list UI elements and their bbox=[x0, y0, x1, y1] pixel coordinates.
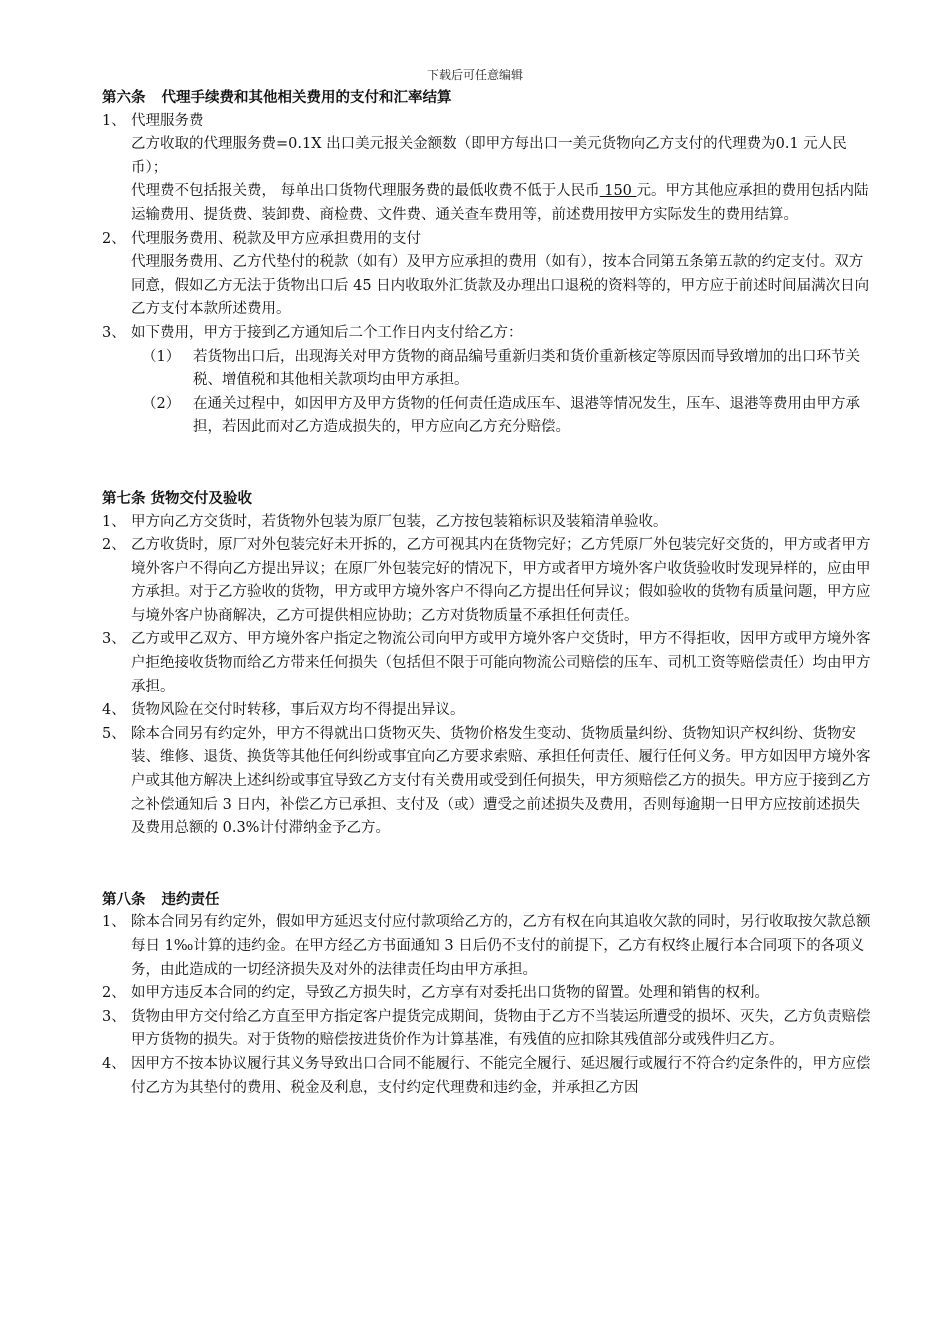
list-marker: 3、 bbox=[102, 324, 126, 341]
list-marker: 4、 bbox=[102, 1055, 126, 1072]
list-item-text: 代理服务费用、税款及甲方应承担费用的支付 bbox=[131, 230, 421, 247]
paragraph-text: 元。甲方其他应承担的费用包括内陆运输费用、提货费、装卸费、商检费、文件费、通关查车费用等，前述费用按甲方实际发生的费用结算。 bbox=[131, 183, 869, 223]
paragraph: 乙方收取的代理服务费=0.1X 出口美元报关金额数（即甲方每出口一美元货物向乙方支付的代理费为0.1 元人民币）； bbox=[131, 136, 847, 176]
list-item bbox=[102, 628, 872, 699]
list-item bbox=[102, 982, 872, 1006]
list-item-text: 除本合同另有约定外，假如甲方延迟支付应付款项给乙方的，乙方有权在向其追收欠款的同时，另行收取按欠款总额每日 1‰计算的违约金。在甲方经乙方书面通知 3 日后仍不支付的前提下，乙方有权终止履行本合同项下的各项义务，由此造成的一切经济损失及对外的法律责任均由甲方承担。 bbox=[131, 914, 871, 978]
list-item-text: 如下费用，甲方于接到乙方通知后二个工作日内支付给乙方： bbox=[131, 324, 523, 341]
list-marker: 2、 bbox=[102, 985, 126, 1002]
list-item-text: 除本合同另有约定外，甲方不得就出口货物灭失、货物价格发生变动、货物质量纠纷、货物知识产权纠纷、货物安装、维修、退货、换货等其他任何纠纷或事宜向乙方要求索赔、承担任何责任、履行任何义务。甲方如因甲方境外客户或其他方解决上述纠纷或事宜导致乙方支付有关费用或受到任何损失，甲方须赔偿乙方的损失。甲方应于接到乙方之补偿通知后 3 日内，补偿乙方已承担、支付及（或）遭受之前述损失及费用，否则每逾期一日甲方应按前述损失及费用总额的 0.3%计付滞纳金予乙方。 bbox=[131, 725, 871, 837]
list-item bbox=[102, 699, 872, 723]
article-title: 违约责任 bbox=[161, 890, 220, 908]
list-item bbox=[102, 511, 872, 535]
list-item bbox=[102, 322, 872, 346]
list-item-text: 乙方收货时，原厂对外包装完好未开拆的，乙方可视其内在货物完好；乙方凭原厂外包装完好交货的，甲方或者甲方境外客户不得向乙方提出异议；在原厂外包装完好的情况下，甲方或者甲方境外客户收货验收时发现异样的，应由甲方承担。对于乙方验收的货物，甲方或甲方境外客户不得向乙方提出任何异议；假如验收的货物有质量问题，甲方应与境外客户协商解决，乙方可提供相应协助；乙方对货物质量不承担任何责任。 bbox=[131, 537, 871, 624]
list-marker: 2、 bbox=[102, 230, 126, 247]
page-header-note: 下载后可任意编辑 bbox=[426, 68, 523, 82]
list-item bbox=[102, 1006, 872, 1053]
article-8-heading bbox=[102, 888, 872, 912]
list-marker: 5、 bbox=[102, 725, 126, 742]
list-item-text: 代理服务费 bbox=[131, 112, 204, 129]
article-number: 第六条 bbox=[102, 89, 146, 106]
section-gap bbox=[102, 841, 872, 888]
list-item bbox=[102, 110, 872, 134]
list-item-text: 因甲方不按本协议履行其义务导致出口合同不能履行、不能完全履行、延迟履行或履行不符合约定条件的，甲方应偿付乙方为其垫付的费用、税金及利息，支付约定代理费和违约金，并承担乙方因 bbox=[131, 1055, 871, 1096]
list-marker: 1、 bbox=[102, 513, 126, 530]
list-item-text: 甲方向乙方交货时，若货物外包装为原厂包装，乙方按包装箱标识及装箱清单验收。 bbox=[131, 513, 668, 530]
article-title: 代理手续费和其他相关费用的支付和汇率结算 bbox=[161, 89, 452, 106]
list-item bbox=[102, 228, 872, 252]
sub-list-item bbox=[102, 393, 872, 440]
list-marker: 4、 bbox=[102, 702, 126, 719]
list-marker: 1、 bbox=[102, 914, 126, 931]
sub-list-marker: （1） bbox=[142, 348, 181, 365]
sub-list-item bbox=[102, 346, 872, 393]
paragraph: 代理服务费用、乙方代垫付的税款（如有）及甲方应承担的费用（如有），按本合同第五条第五款的约定支付。双方同意，假如乙方无法于货物出口后 45 日内收取外汇货款及办理出口退税的资料等的，甲方应于前述时间届满次日向乙方支付本款所述费用。 bbox=[131, 254, 870, 318]
list-item-text: 如甲方违反本合同的约定，导致乙方损失时，乙方享有对委托出口货物的留置。处理和销售的权利。 bbox=[131, 985, 769, 1002]
list-item-text: 货物风险在交付时转移，事后双方均不得提出异议。 bbox=[131, 702, 465, 719]
sub-list-text: 在通关过程中，如因甲方及甲方货物的任何责任造成压车、退港等情况发生，压车、退港等费用由甲方承担，若因此而对乙方造成损失的，甲方应向乙方充分赔偿。 bbox=[193, 395, 860, 436]
list-item bbox=[102, 1053, 872, 1100]
list-item-text: 乙方或甲乙双方、甲方境外客户指定之物流公司向甲方或甲方境外客户交货时，甲方不得拒收，因甲方或甲方境外客户拒绝接收货物而给乙方带来任何损失（包括但不限于可能向物流公司赔偿的压车、司机工资等赔偿责任）均由甲方承担。 bbox=[131, 631, 871, 695]
fee-amount: 150 bbox=[599, 183, 637, 200]
article-6-heading bbox=[102, 86, 872, 110]
list-marker: 3、 bbox=[102, 1008, 126, 1025]
paragraph-text: 代理费不包括报关费， 每单出口货物代理服务费的最低收费不低于人民币 bbox=[131, 183, 600, 200]
list-item bbox=[102, 534, 872, 628]
paragraph bbox=[102, 180, 872, 227]
article-number: 第八条 bbox=[102, 890, 146, 908]
section-gap bbox=[102, 440, 872, 487]
article-title: 货物交付及验收 bbox=[150, 489, 253, 507]
list-item bbox=[102, 723, 872, 841]
list-marker: 2、 bbox=[102, 537, 126, 554]
list-item-text: 货物由甲方交付给乙方直至甲方指定客户提货完成期间，货物由于乙方不当装运所遭受的损坏、灭失，乙方负责赔偿甲方货物的损失。对于货物的赔偿按进货价作为计算基准，有残值的应扣除其残值部分或残件归乙方。 bbox=[131, 1008, 871, 1049]
document-body bbox=[102, 86, 872, 1100]
list-marker: 1、 bbox=[102, 112, 126, 129]
sub-list-text: 若货物出口后，出现海关对甲方货物的商品编号重新归类和货价重新核定等原因而导致增加的出口环节关税、增值税和其他相关款项均由甲方承担。 bbox=[193, 348, 860, 389]
article-7-heading bbox=[102, 487, 872, 511]
article-number: 第七条 bbox=[102, 489, 146, 507]
sub-list-marker: （2） bbox=[142, 395, 181, 412]
list-item bbox=[102, 911, 872, 982]
list-marker: 3、 bbox=[102, 631, 126, 648]
